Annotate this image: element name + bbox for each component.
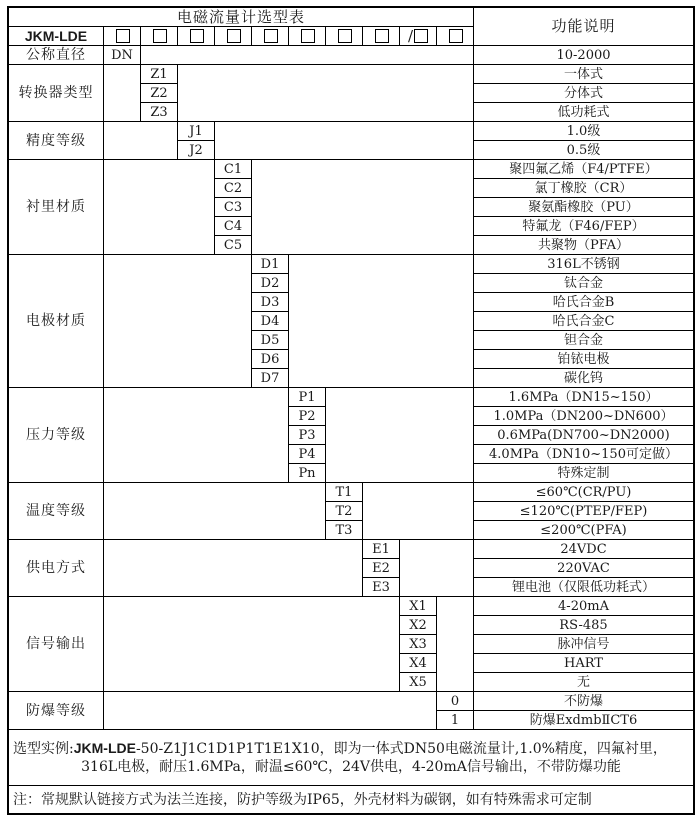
code-cell: D6 — [252, 350, 289, 369]
code-cell: D4 — [252, 312, 289, 331]
slot-separator: / — [407, 27, 414, 45]
filler-cell — [363, 483, 474, 540]
filler-cell — [215, 122, 474, 160]
desc-cell: 24VDC — [474, 540, 693, 559]
code-cell: Z2 — [141, 84, 178, 103]
model-code-slot-4[interactable] — [215, 27, 252, 46]
example-label: 选型实例: — [13, 741, 74, 757]
desc-cell: 无 — [474, 673, 693, 692]
group-label-pressure-rating: 压力等级 — [9, 388, 104, 483]
code-cell: C1 — [215, 160, 252, 179]
example-model: JKM-LDE — [73, 740, 136, 756]
desc-cell: 锂电池（仅限低功耗式） — [474, 578, 693, 597]
desc-cell: ≤200℃(PFA) — [474, 521, 693, 540]
desc-cell: 哈氏合金C — [474, 312, 693, 331]
desc-cell: 220VAC — [474, 559, 693, 578]
filler-cell — [104, 255, 252, 388]
filler-cell — [289, 255, 474, 388]
table-title: 电磁流量计选型表 — [9, 8, 474, 27]
filler-cell — [104, 540, 363, 597]
group-label-explosion-proof: 防爆等级 — [9, 692, 104, 730]
filler-cell — [437, 597, 474, 692]
checkbox-icon — [375, 29, 389, 43]
code-cell: D5 — [252, 331, 289, 350]
checkbox-icon — [449, 29, 463, 43]
model-code-slot-1[interactable] — [104, 27, 141, 46]
desc-cell: 特氟龙（F46/FEP） — [474, 217, 693, 236]
model-prefix: JKM-LDE — [9, 27, 104, 46]
group-label-converter-type: 转换器类型 — [9, 65, 104, 122]
group-label-signal-output: 信号输出 — [9, 597, 104, 692]
code-cell: T1 — [326, 483, 363, 502]
desc-cell: 碳化钨 — [474, 369, 693, 388]
example-row — [9, 730, 693, 786]
code-cell: X5 — [400, 673, 437, 692]
note-row: 注：常规默认链接方式为法兰连接，防护等级为IP65，外壳材料为碳钢，如有特殊需求可定制 — [13, 791, 592, 808]
desc-cell: 10-2000 — [474, 46, 693, 65]
code-cell: P4 — [289, 445, 326, 464]
group-label-nominal-diameter: 公称直径 — [9, 46, 104, 65]
code-cell: P1 — [289, 388, 326, 407]
desc-cell: 4.0MPa（DN10~150可定做） — [474, 445, 693, 464]
model-code-slot-7[interactable] — [326, 27, 363, 46]
model-code-slot-5[interactable] — [252, 27, 289, 46]
code-cell: Z1 — [141, 65, 178, 84]
group-label-accuracy-class: 精度等级 — [9, 122, 104, 160]
desc-cell: 1.0级 — [474, 122, 693, 141]
desc-cell: 一体式 — [474, 65, 693, 84]
selection-table — [7, 6, 695, 815]
desc-cell: 聚氨酯橡胶（PU） — [474, 198, 693, 217]
filler-cell — [326, 388, 474, 483]
desc-cell: 1.0MPa（DN200~DN600） — [474, 407, 693, 426]
desc-cell: ≤60℃(CR/PU) — [474, 483, 693, 502]
code-cell: J2 — [178, 141, 215, 160]
code-cell: J1 — [178, 122, 215, 141]
desc-cell: 1.6MPa（DN15~150） — [474, 388, 693, 407]
code-cell: Z3 — [141, 103, 178, 122]
desc-cell: 低功耗式 — [474, 103, 693, 122]
desc-cell: 0.5级 — [474, 141, 693, 160]
filler-cell — [104, 692, 437, 730]
code-cell: C4 — [215, 217, 252, 236]
checkbox-icon — [153, 29, 167, 43]
desc-cell: RS-485 — [474, 616, 693, 635]
code-cell: C5 — [215, 236, 252, 255]
desc-cell: 哈氏合金B — [474, 293, 693, 312]
code-cell: Pn — [289, 464, 326, 483]
filler-cell — [104, 160, 215, 255]
checkbox-icon — [264, 29, 278, 43]
model-code-slot-2[interactable] — [141, 27, 178, 46]
filler-cell — [104, 65, 141, 122]
code-cell: D1 — [252, 255, 289, 274]
code-cell: D7 — [252, 369, 289, 388]
group-label-electrode-material: 电极材质 — [9, 255, 104, 388]
filler-cell — [252, 160, 474, 255]
checkbox-icon — [116, 29, 130, 43]
example-line2: 316L电极，耐压1.6MPa，耐温≤60℃，24V供电，4-20mA信号输出，不带防爆功能 — [81, 759, 621, 775]
desc-cell: 铂铱电极 — [474, 350, 693, 369]
code-cell: 0 — [437, 692, 474, 711]
code-cell: D2 — [252, 274, 289, 293]
desc-cell: 钽合金 — [474, 331, 693, 350]
model-code-slot-3[interactable] — [178, 27, 215, 46]
code-cell: X3 — [400, 635, 437, 654]
checkbox-icon — [301, 29, 315, 43]
code-cell: D3 — [252, 293, 289, 312]
model-code-slot-10[interactable] — [437, 27, 474, 46]
desc-cell: HART — [474, 654, 693, 673]
filler-cell — [178, 65, 474, 122]
desc-cell: 共聚物（PFA） — [474, 236, 693, 255]
code-cell: X1 — [400, 597, 437, 616]
model-code-slot-9[interactable] — [400, 27, 437, 46]
checkbox-icon — [414, 29, 428, 43]
desc-cell: 聚四氟乙烯（F4/PTFE） — [474, 160, 693, 179]
filler-cell — [104, 388, 289, 483]
code-cell: T3 — [326, 521, 363, 540]
code-cell: C3 — [215, 198, 252, 217]
desc-cell: 特殊定制 — [474, 464, 693, 483]
desc-cell: ≤120℃(PTEP/FEP) — [474, 502, 693, 521]
code-cell: T2 — [326, 502, 363, 521]
code-cell: E1 — [363, 540, 400, 559]
code-cell: E3 — [363, 578, 400, 597]
desc-cell: 不防爆 — [474, 692, 693, 711]
desc-cell: 316L不锈钢 — [474, 255, 693, 274]
desc-cell: 0.6MPa(DN700~DN2000) — [474, 426, 693, 445]
desc-cell: 防爆ExdmbⅡCT6 — [474, 711, 693, 730]
model-code-slot-6[interactable] — [289, 27, 326, 46]
filler-cell — [141, 46, 474, 65]
code-cell: 1 — [437, 711, 474, 730]
example-line1 — [13, 741, 689, 756]
filler-cell — [104, 483, 326, 540]
group-label-power-supply: 供电方式 — [9, 540, 104, 597]
example-code-text: -50-Z1J1C1D1P1T1E1X10，即为一体式DN50电磁流量计,1.0%精度，四氟衬里， — [135, 741, 667, 757]
group-label-temperature-rating: 温度等级 — [9, 483, 104, 540]
checkbox-icon — [190, 29, 204, 43]
desc-cell: 钛合金 — [474, 274, 693, 293]
filler-cell — [104, 122, 178, 160]
filler-cell — [400, 540, 474, 597]
code-cell: X4 — [400, 654, 437, 673]
function-description-header: 功能说明 — [474, 8, 693, 46]
code-cell: C2 — [215, 179, 252, 198]
code-cell: P3 — [289, 426, 326, 445]
desc-cell: 脉冲信号 — [474, 635, 693, 654]
group-label-liner-material: 衬里材质 — [9, 160, 104, 255]
desc-cell: 4-20mA — [474, 597, 693, 616]
code-cell: P2 — [289, 407, 326, 426]
model-code-slot-8[interactable] — [363, 27, 400, 46]
desc-cell: 氯丁橡胶（CR） — [474, 179, 693, 198]
code-cell: E2 — [363, 559, 400, 578]
filler-cell — [104, 597, 400, 692]
code-cell: DN — [104, 46, 141, 65]
desc-cell: 分体式 — [474, 84, 693, 103]
checkbox-icon — [227, 29, 241, 43]
checkbox-icon — [338, 29, 352, 43]
code-cell: X2 — [400, 616, 437, 635]
